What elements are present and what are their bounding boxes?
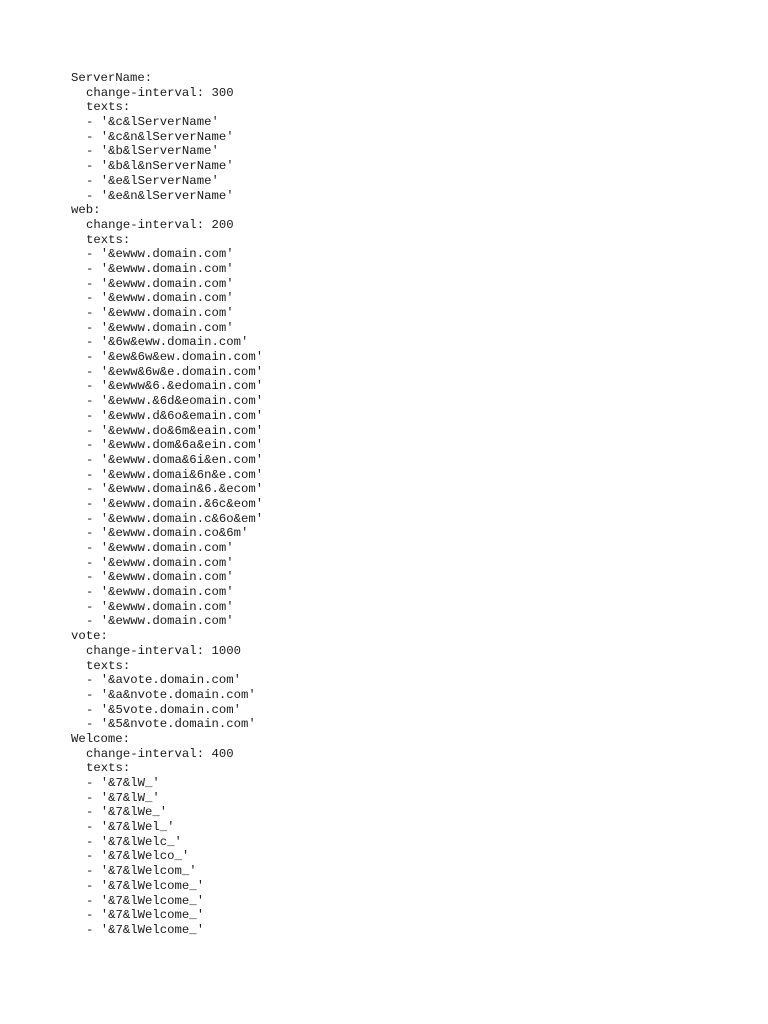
yaml-section	[71, 203, 263, 629]
change-interval-line: change-interval: 400	[86, 746, 234, 761]
text-list-item: - '&ewww.domain.com'	[86, 291, 234, 306]
text-list-item: - '&ewww.domain.com'	[86, 247, 234, 262]
text-list-item: - '&a&nvote.domain.com'	[86, 687, 256, 702]
change-interval-line: change-interval: 1000	[86, 643, 241, 658]
text-list-item: - '&7&lWelcome_'	[86, 878, 205, 893]
text-list-item: - '&ewww.domain&6.&ecom'	[86, 482, 264, 497]
text-list-item: - '&ewww.dom&6a&ein.com'	[86, 438, 264, 453]
text-list-item: - '&b&lServerName'	[86, 144, 219, 159]
text-list-item: - '&7&lWelcom_'	[86, 864, 197, 879]
section-key: Welcome:	[71, 731, 131, 746]
text-list-item: - '&ewww.doma&6i&en.com'	[86, 452, 264, 467]
text-list-item: - '&e&n&lServerName'	[86, 188, 234, 203]
texts-label: texts:	[86, 658, 131, 673]
text-list-item: - '&7&lWel_'	[86, 820, 175, 835]
text-list-item: - '&e&lServerName'	[86, 173, 219, 188]
change-interval-line: change-interval: 200	[86, 217, 234, 232]
texts-label: texts:	[86, 100, 131, 115]
section-key: ServerName:	[71, 71, 153, 85]
text-list-item: - '&7&lW_'	[86, 776, 160, 790]
text-list-item: - '&7&lWelco_'	[86, 849, 190, 864]
text-list-item: - '&ewww.domain.com'	[86, 570, 234, 585]
yaml-section	[71, 71, 263, 203]
text-list-item: - '&ewww.domain.com'	[86, 261, 234, 276]
text-list-item: - '&7&lWelc_'	[86, 834, 182, 849]
text-list-item: - '&ewww&6.&edomain.com'	[86, 379, 264, 394]
text-list-item: - '&7&lW_'	[86, 790, 160, 805]
text-list-item: - '&ewww.domain.com'	[86, 541, 234, 555]
section-key: vote:	[71, 629, 108, 644]
text-list-item: - '&eww&6w&e.domain.com'	[86, 364, 264, 379]
text-list-item: - '&b&l&nServerName'	[86, 159, 234, 174]
texts-label: texts:	[86, 761, 131, 776]
text-list-item: - '&ewww.domain.com'	[86, 306, 234, 320]
text-list-item: - '&ewww.domain.com'	[86, 276, 234, 291]
yaml-document	[71, 71, 263, 938]
yaml-section	[71, 629, 263, 732]
change-interval-line: change-interval: 300	[86, 85, 234, 100]
texts-label: texts:	[86, 232, 131, 247]
text-list-item: - '&5&nvote.domain.com'	[86, 717, 256, 732]
text-list-item: - '&ewww.&6d&eomain.com'	[86, 394, 264, 409]
text-list-item: - '&ewww.domai&6n&e.com'	[86, 467, 264, 482]
text-list-item: - '&ewww.domain.com'	[86, 599, 234, 614]
text-list-item: - '&c&n&lServerName'	[86, 129, 234, 144]
text-list-item: - '&ewww.d&6o&emain.com'	[86, 408, 264, 423]
text-list-item: - '&ewww.domain.&6c&eom'	[86, 496, 264, 511]
yaml-section	[71, 732, 263, 938]
text-list-item: - '&ewww.do&6m&eain.com'	[86, 423, 264, 438]
text-list-item: - '&ewww.domain.c&6o&em'	[86, 511, 264, 526]
text-list-item: - '&7&lWelcome_'	[86, 908, 205, 923]
text-list-item: - '&7&lWelcome_'	[86, 893, 205, 908]
text-list-item: - '&ew&6w&ew.domain.com'	[86, 350, 264, 365]
text-list-item: - '&7&lWelcome_'	[86, 922, 205, 937]
section-key: web:	[71, 203, 101, 218]
text-list-item: - '&ewww.domain.com'	[86, 585, 234, 600]
text-list-item: - '&6w&eww.domain.com'	[86, 335, 249, 350]
text-list-item: - '&ewww.domain.com'	[86, 320, 234, 335]
text-list-item: - '&avote.domain.com'	[86, 673, 241, 688]
text-list-item: - '&5vote.domain.com'	[86, 702, 241, 717]
text-list-item: - '&c&lServerName'	[86, 115, 219, 130]
text-list-item: - '&ewww.domain.com'	[86, 555, 234, 570]
text-list-item: - '&ewww.domain.co&6m'	[86, 526, 249, 541]
text-list-item: - '&ewww.domain.com'	[86, 614, 234, 629]
text-list-item: - '&7&lWe_'	[86, 805, 168, 820]
